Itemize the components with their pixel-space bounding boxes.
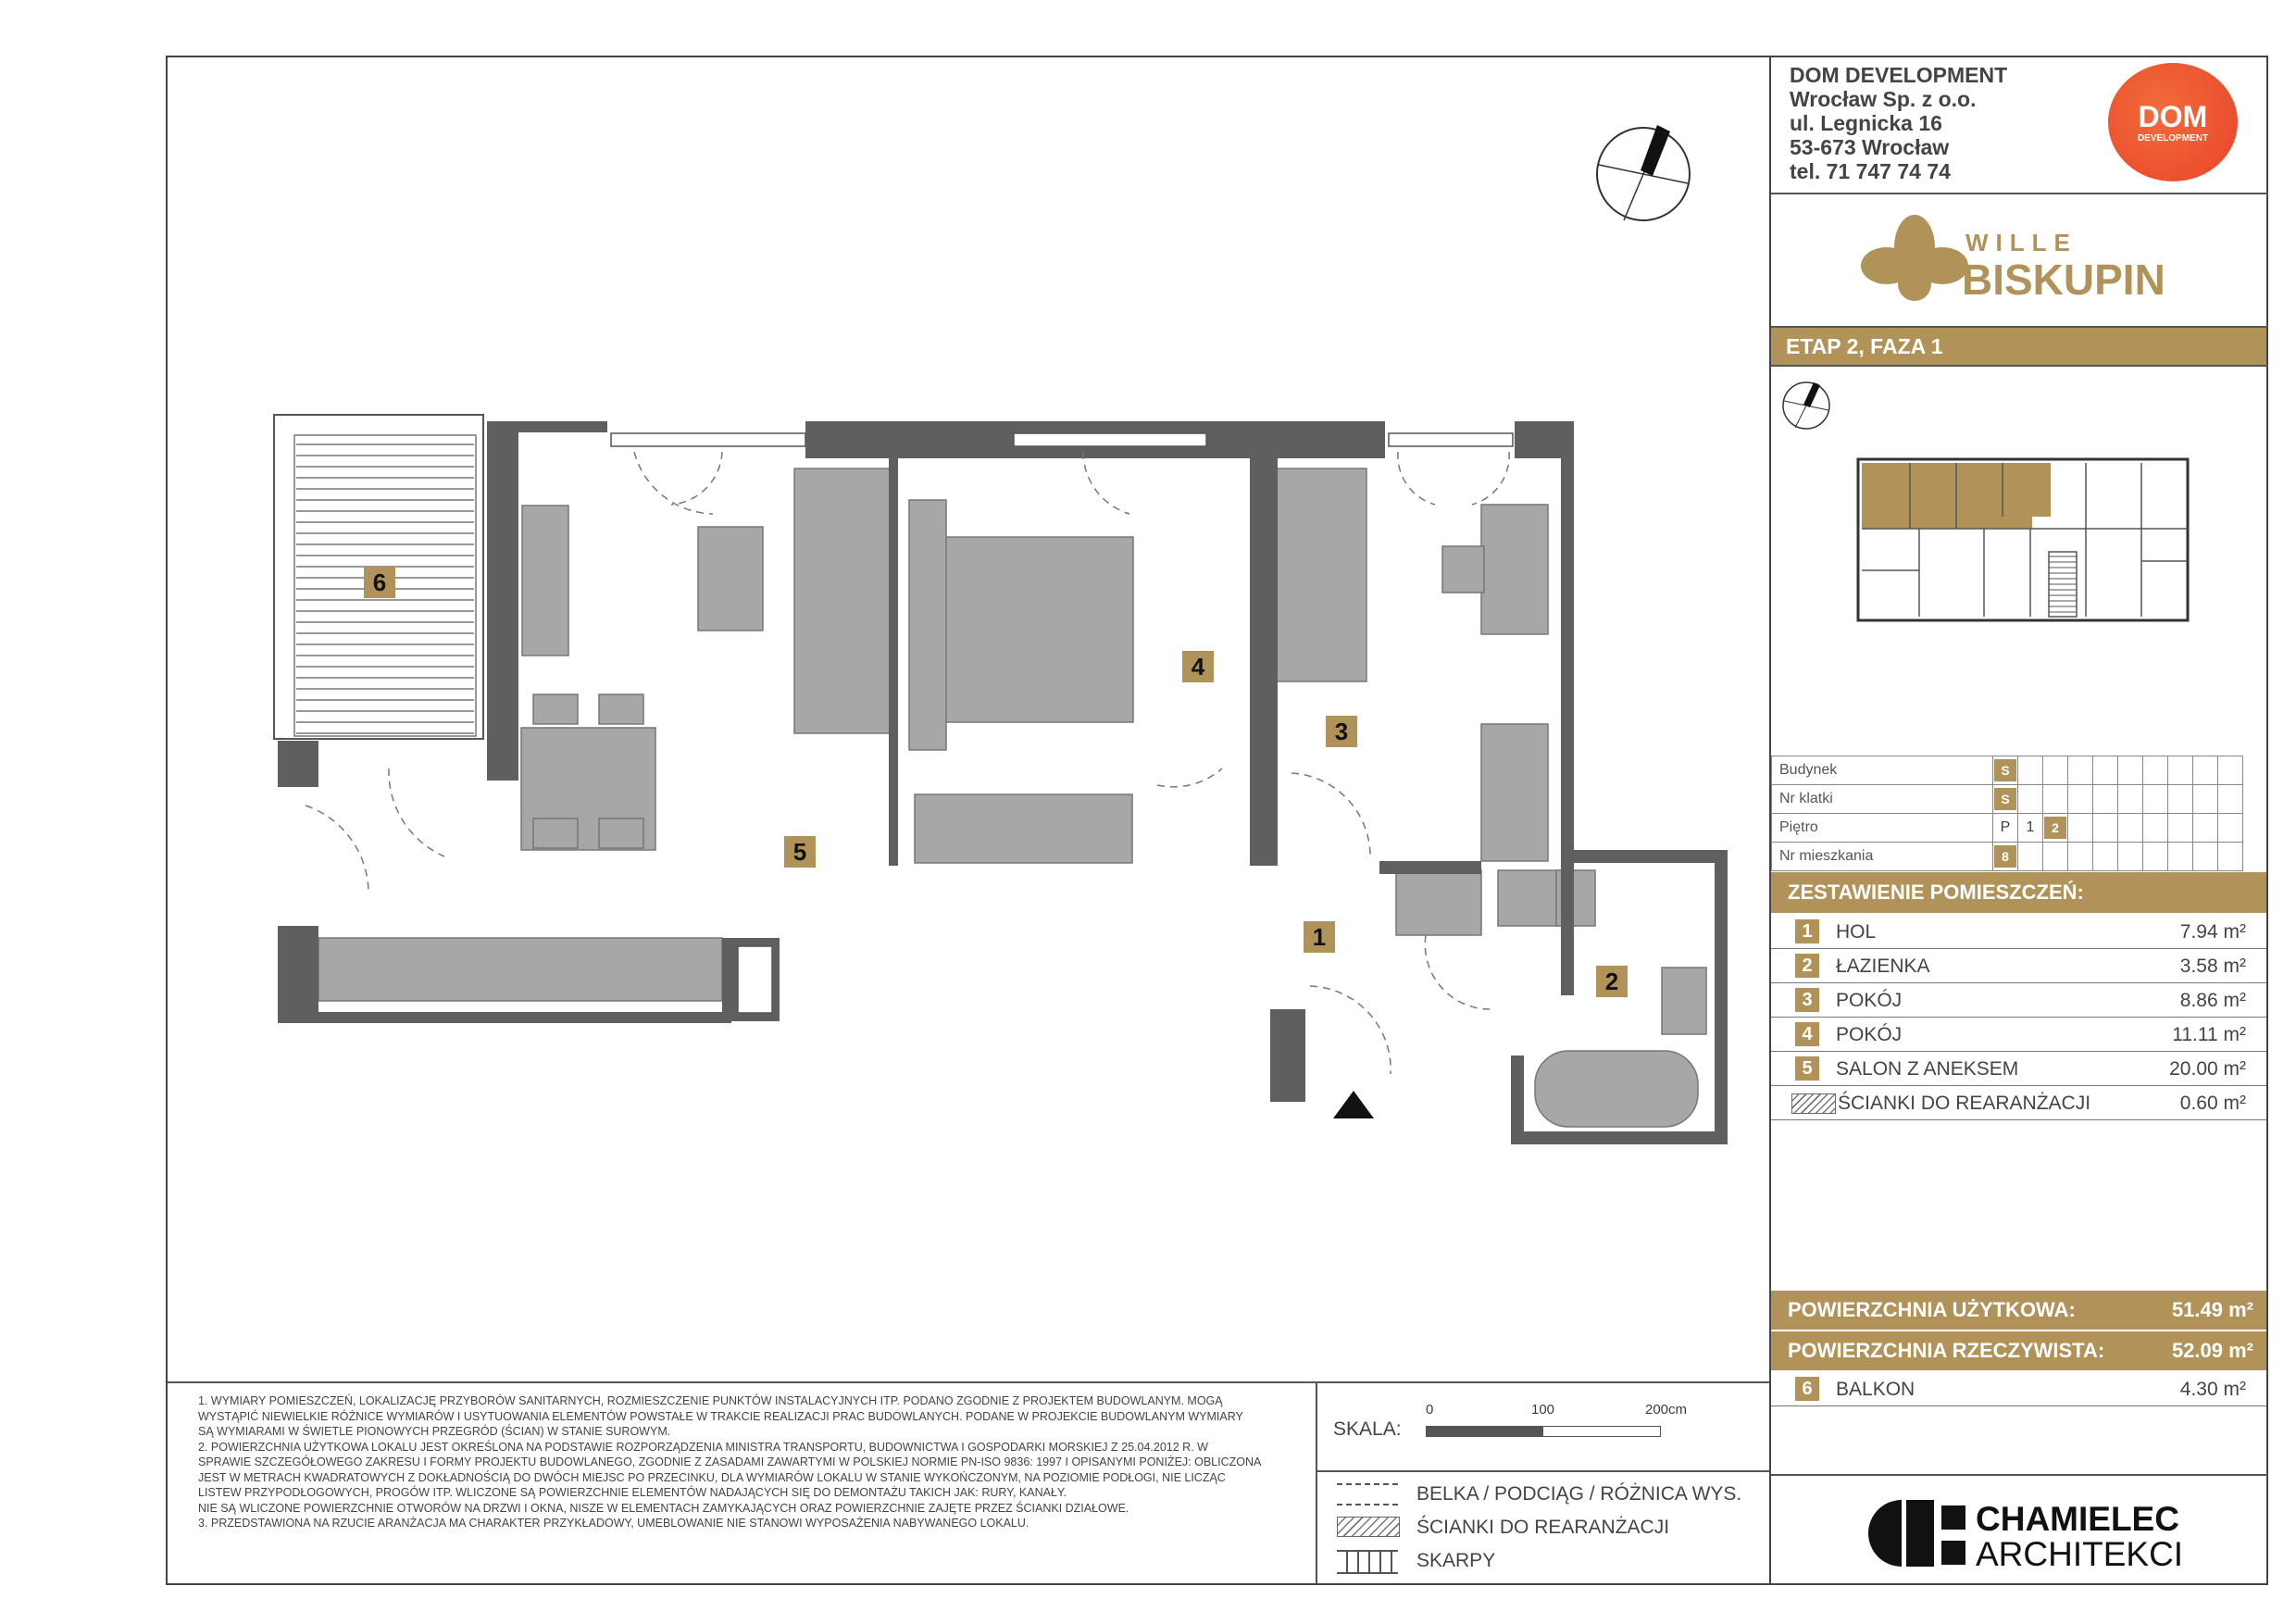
room-row: 5 SALON Z ANEKSEM 20.00 m²: [1771, 1052, 2266, 1086]
floor-label: Piętro: [1772, 814, 1993, 843]
staircase-label: Nr klatki: [1772, 785, 1993, 814]
entrance-marker: [1333, 1091, 1374, 1118]
real-area-band: POWIERZCHNIA RZECZYWISTA: 52.09 m²: [1771, 1331, 2266, 1370]
room-label-2: 2: [1604, 968, 1619, 995]
apartment-info-grid: [1771, 756, 2243, 871]
reveal-legend-icon: [1337, 1550, 1398, 1574]
room-label-6: 6: [372, 568, 387, 596]
rooms-header: ZESTAWIENIE POMIESZCZEŃ:: [1771, 872, 2266, 913]
floor-value-2: 2: [2044, 817, 2066, 839]
room-row: 2 ŁAZIENKA 3.58 m²: [1771, 949, 2266, 983]
apartment-label: Nr mieszkania: [1772, 843, 1993, 871]
compass-icon: [1597, 125, 1690, 220]
furniture-layer: [318, 468, 1706, 1127]
building-value: S: [1994, 759, 2016, 781]
room-label-4: 4: [1191, 653, 1205, 681]
architect-mark-icon: [1860, 1491, 1980, 1574]
architect-logo: CHAMIELEC ARCHITEKCI: [1860, 1491, 2249, 1574]
hatch-icon: [1791, 1093, 1836, 1114]
notes-block: 1. WYMIARY POMIESZCZEŃ, LOKALIZACJĘ PRZYBORÓW SANITARNYCH, ROZMIESZCZENIE PUNKTÓW INSTALACYJNYCH ITP. PODANO ZGODNIE Z PROJEKTEM BUDOWLANYM. MOGĄ WYSTĄPIĆ NIEWIELKIE RÓŻNICE WYMIARÓW I USYTUOWANIA ELEMENTÓW POWSTAŁE W TRAKCIE REALIZACJI PRAC BUDOWLANYCH. PODANE W PROJEKCIE BUDOWLANYM WYMIARY SĄ WYMIARAMI W ŚWIETLE PIONOWYCH PRZEGRÓD (ŚCIAN) W STANIE SUROWYM. 2. POWIERZCHNIA UŻYTKOWA LOKALU JEST OKREŚLONA NA PODSTAWIE ROZPORZĄDZENIA MINISTRA TRANSPORTU, BUDOWNICTWA I GOSPODARKI MORSKIEJ Z 25.04.2012 R. W SPRAWIE SZCZEGÓŁOWEGO ZAKRESU I FORMY PROJEKTU BUDOWLANEGO, ZGODNIE Z ZASADAMI ZAWARTYMI W POLSKIEJ NORMIE PN-ISO 9836: 1997 I OPISANYMI PONIŻEJ: OBLICZONA JEST W METRACH KWADRATOWYCH Z DOKŁADNOŚCIĄ DO DWÓCH MIEJSC PO PRZECINKU, DLA WYMIARÓW LOKALU W STANIE WYKOŃCZONYM, NA POZIOMIE PODŁOGI, NIE LICZĄC LISTEW PRZYPODŁOGOWYCH, PROGÓW ITP. WLICZONE SĄ POWIERZCHNIE ELEMENTÓW NADAJĄCYCH SIĘ DO DEMONTAŻU TAKICH JAK: RURY, KANAŁY. NIE SĄ WLICZONE POWIERZCHNIE OTWORÓW NA DRZWI I OKNA, NISZE W ELEMENTACH ZAMYKAJĄCYCH ORAZ POWIERZCHNIE ZAJĘTE PRZEZ ŚCIANKI DZIAŁOWE. 3. PRZEDSTAWIONA NA RZUCIE ARANŻACJA MA CHARAKTER PRZYKŁADOWY, UMEBLOWANIE NIE STANOWI WYPOSAŻENIA NABYWANEGO LOKALU.: [198, 1394, 1262, 1530]
project-logo: WILLE BISKUPIN: [1854, 201, 2188, 312]
stage-band: ETAP 2, FAZA 1: [1771, 328, 2266, 365]
usable-area-band: POWIERZCHNIA UŻYTKOWA: 51.49 m²: [1771, 1291, 2266, 1330]
oak-leaf-icon: [1854, 201, 1975, 312]
developer-contact: [1790, 63, 2007, 183]
staircase-value: S: [1994, 788, 2016, 810]
beam-legend-icon: [1337, 1483, 1398, 1505]
partition-row: ŚCIANKI DO REARANŻACJI 0.60 m²: [1771, 1086, 2266, 1120]
room-label-5: 5: [792, 838, 807, 866]
balcony-row: 6 BALKON 4.30 m²: [1771, 1372, 2266, 1406]
floor-plan: [168, 57, 1769, 1381]
developer-name: DOM DEVELOPMENT: [1790, 63, 2008, 87]
room-row: 4 POKÓJ 11.11 m²: [1771, 1018, 2266, 1052]
developer-phone: tel. 71 747 74 74: [1790, 159, 1951, 183]
partition-legend-icon: [1337, 1517, 1400, 1537]
developer-city: 53-673 Wrocław: [1790, 135, 1950, 159]
scale-bar: SKALA: 0 100 200cm: [1333, 1402, 1688, 1440]
room-row: 3 POKÓJ 8.86 m²: [1771, 983, 2266, 1018]
key-plan: [1771, 367, 2268, 756]
developer-street: ul. Legnicka 16: [1790, 111, 1942, 135]
building-label: Budynek: [1772, 756, 1993, 785]
legend: BELKA / PODCIĄG / RÓŻNICA WYS. ŚCIANKI DO REARANŻACJI SKARPY: [1333, 1478, 1759, 1580]
apartment-value: 8: [1994, 845, 2016, 868]
room-label-1: 1: [1312, 923, 1327, 951]
floor-value-p: P: [1993, 814, 2018, 843]
developer-logo: DOM DEVELOPMENT: [2108, 63, 2238, 181]
developer-company: Wrocław Sp. z o.o.: [1790, 87, 1977, 111]
floor-value-1: 1: [2018, 814, 2043, 843]
info-panel: [1769, 57, 2268, 1583]
room-label-3: 3: [1334, 718, 1349, 745]
mini-compass-icon: [1783, 382, 1829, 429]
room-row: 1 HOL 7.94 m²: [1771, 915, 2266, 949]
